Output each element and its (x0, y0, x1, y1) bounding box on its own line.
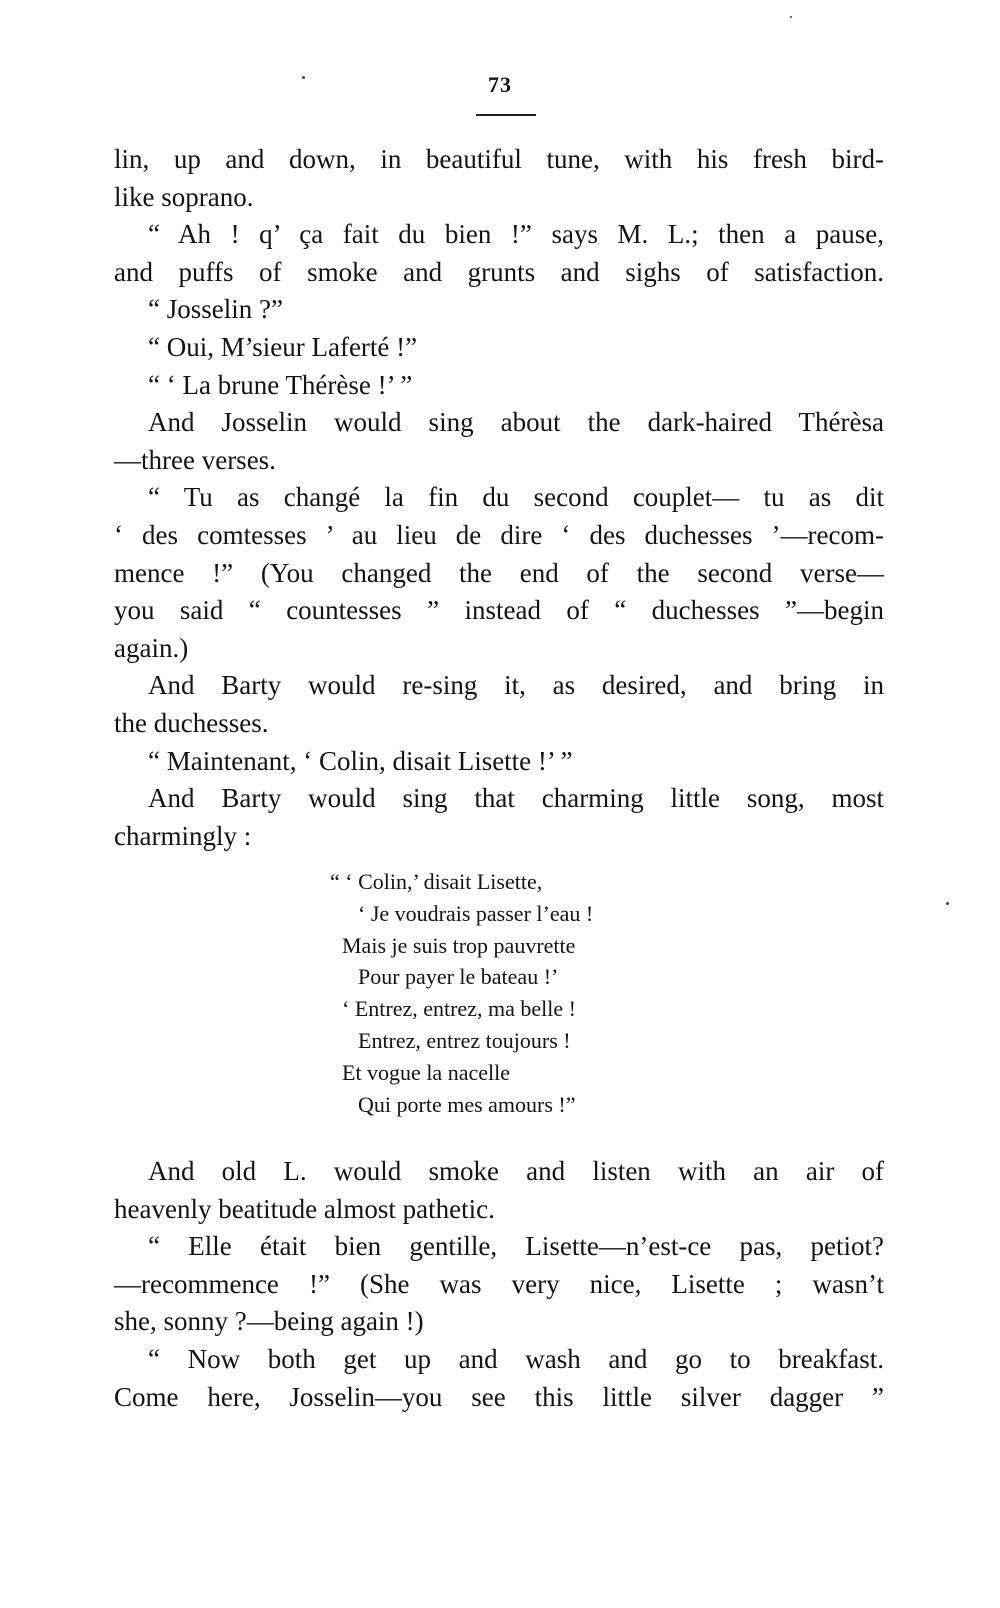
text-line: “ Ah ! q’ ça fait du bien !” says M. L.; then a pause, (148, 219, 884, 250)
text-line: heavenly beatitude almost pathetic. (114, 1193, 495, 1224)
text-line: like soprano. (114, 181, 254, 212)
text-line: she, sonny ?—being again !) (114, 1306, 424, 1337)
verse-line: ‘ Entrez, entrez, ma belle ! (342, 996, 576, 1022)
closing-text (114, 1153, 884, 1416)
text-line: “ Tu as changé la fin du second couplet— tu as dit (148, 482, 884, 513)
page-number: 73 (488, 72, 512, 97)
text-line: you said “ countesses ” instead of “ duchesses ”—begin (114, 595, 884, 626)
song-verse (330, 866, 593, 1120)
text-line: And Josselin would sing about the dark-haired Thérèsa (148, 407, 884, 438)
text-line: “ Josselin ?” (148, 294, 283, 325)
verse-line: ‘ Je voudrais passer l’eau ! (358, 900, 594, 926)
text-line: “ Maintenant, ‘ Colin, disait Lisette !’ ” (148, 745, 573, 776)
text-line: again.) (114, 632, 189, 663)
verse-line: Et vogue la nacelle (342, 1059, 510, 1085)
text-line: Come here, Josselin—you see this little silver dagger ” (114, 1381, 884, 1412)
body-text (114, 141, 884, 855)
text-line: And old L. would smoke and listen with an air of (148, 1156, 884, 1186)
verse-line: Entrez, entrez toujours ! (358, 1027, 571, 1053)
text-line: “ Elle était bien gentille, Lisette—n’est-ce pas, petiot? (148, 1231, 884, 1262)
text-line: And Barty would sing that charming little song, most (148, 783, 884, 814)
text-line: the duchesses. (114, 707, 269, 738)
text-line: And Barty would re-sing it, as desired, and bring in (148, 670, 884, 701)
print-speck (790, 16, 792, 18)
verse-line: Mais je suis trop pauvrette (342, 932, 576, 958)
verse-line: Qui porte mes amours !” (358, 1091, 576, 1117)
text-line: mence !” (You changed the end of the second verse— (114, 557, 884, 588)
page-number-rule (476, 114, 536, 116)
text-line: “ Now both get up and wash and go to breakfast. (148, 1343, 884, 1374)
text-line: —recommence !” (She was very nice, Lisette ; wasn’t (114, 1268, 884, 1299)
text-line: —three verses. (114, 444, 276, 475)
verse-line: Pour payer le bateau !’ (358, 964, 559, 990)
text-line: charmingly : (114, 820, 252, 851)
text-line: lin, up and down, in beautiful tune, with his fresh bird- (114, 144, 884, 174)
text-line: “ ‘ La brune Thérèse !’ ” (148, 369, 413, 400)
text-line: ‘ des comtesses ’ au lieu de dire ‘ des duchesses ’—recom- (114, 519, 884, 550)
print-speck (946, 902, 949, 905)
text-line: “ Oui, M’sieur Laferté !” (148, 331, 418, 362)
text-line: and puffs of smoke and grunts and sighs of satisfaction. (114, 256, 884, 287)
print-speck (302, 76, 305, 79)
verse-line: “ ‘ Colin,’ disait Lisette, (330, 869, 543, 894)
